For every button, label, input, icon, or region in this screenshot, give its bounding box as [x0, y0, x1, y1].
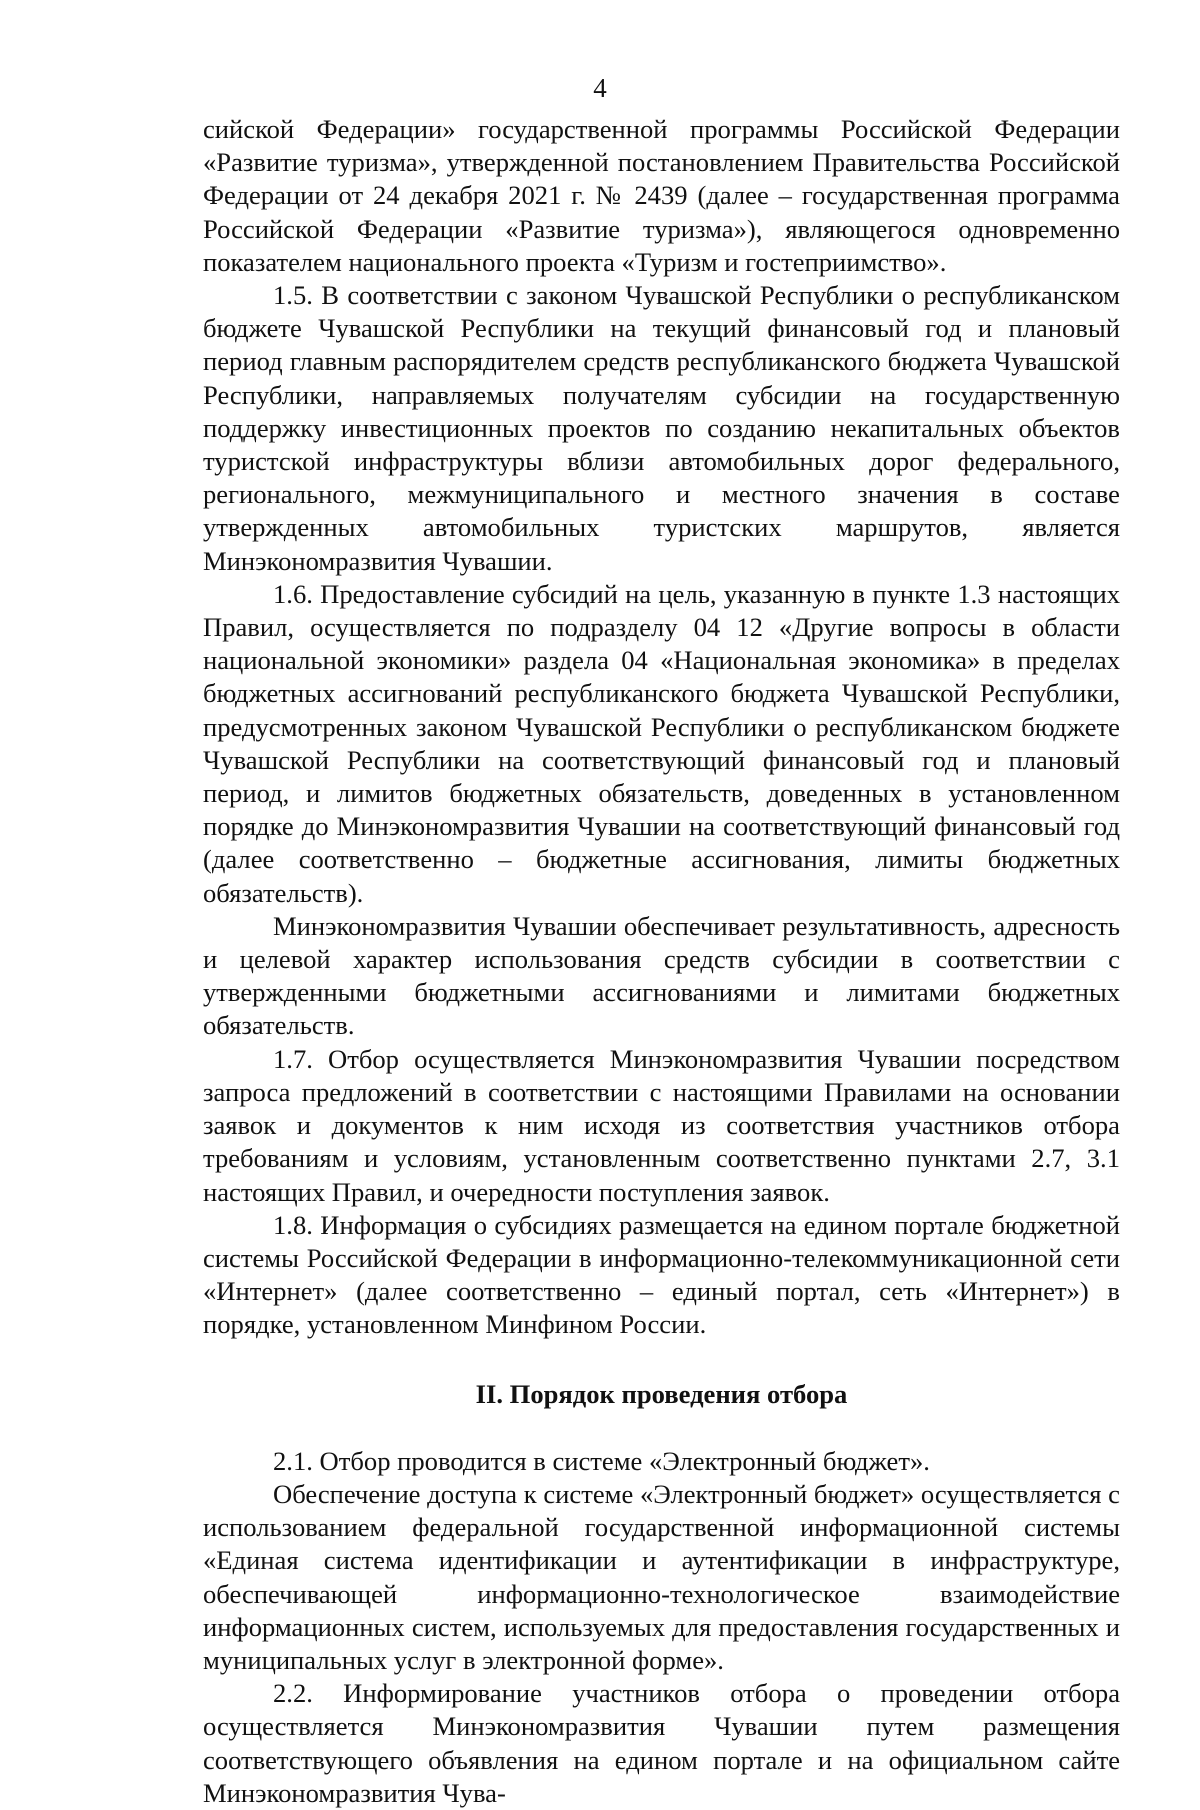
paragraph-2-1-access: Обеспечение доступа к системе «Электронный бюджет» осуществляется с использованием федеральной государственной информационной системы «Единая система идентификации и аутентификации в инфраструктуре, обеспечивающей информационно-технологическое взаимодействие информационных систем, используемых для предоставления государственных и муниципальных услуг в электронной форме».: [203, 1478, 1120, 1675]
paragraph-continuation: сийской Федерации» государственной программы Российской Федерации «Развитие туризма», утвержденной постановлением Правительства Российской Федерации от 24 декабря 2021 г. № 2439 (далее – государственная программа Российской Федерации «Развитие туризма»), являющегося одновременно показателем национального проекта «Туризм и гостеприимство».: [203, 114, 1120, 277]
paragraph-1-6: 1.6. Предоставление субсидий на цель, указанную в пункте 1.3 настоящих Правил, осуществляется по подразделу 04 12 «Другие вопросы в области национальной экономики» раздела 04 «Национальная экономика» в пределах бюджетных ассигнований республиканского бюджета Чувашской Республики, предусмотренных законом Чувашской Республики о республиканском бюджете Чувашской Республики на соответствующий финансовый год и плановый период, и лимитов бюджетных обязательств, доведенных в установленном порядке до Минэкономразвития Чувашии на соответствующий финансовый год (далее соответственно – бюджетные ассигнования, лимиты бюджетных обязательств).: [203, 578, 1120, 908]
page-number: 4: [593, 73, 607, 103]
paragraph-1-8: 1.8. Информация о субсидиях размещается на едином портале бюджетной системы Российской Федерации в информационно-телекоммуникационной сети «Интернет» (далее соответственно – единый портал, сеть «Интернет») в порядке, установленном Минфином России.: [203, 1209, 1120, 1340]
document-body: [203, 113, 1120, 1810]
paragraph-1-5: 1.5. В соответствии с законом Чувашской Республики о республиканском бюджете Чувашской Республики на текущий финансовый год и плановый период главным распорядителем средств республиканского бюджета Чувашской Республики, направляемых получателям субсидии на государственную поддержку инвестиционных проектов по созданию некапитальных объектов туристской инфраструктуры вблизи автомобильных дорог федерального, регионального, межмуниципального и местного значения в составе утвержденных автомобильных туристских маршрутов, является Минэкономразвития Чувашии.: [203, 280, 1120, 576]
paragraph-1-7: 1.7. Отбор осуществляется Минэкономразвития Чувашии посредством запроса предложений в соответствии с настоящими Правилами на основании заявок и документов к ним исходя из соответствия участников отбора требованиям и условиям, установленным соответственно пунктами 2.7, 3.1 настоящих Правил, и очередности поступления заявок.: [203, 1043, 1120, 1207]
paragraph-1-6-effectiveness: Минэкономразвития Чувашии обеспечивает результативность, адресность и целевой характер использования средств субсидии в соответствии с утвержденными бюджетными ассигнованиями и лимитами бюджетных обязательств.: [203, 910, 1120, 1041]
paragraph-2-1: 2.1. Отбор проводится в системе «Электронный бюджет».: [273, 1445, 930, 1476]
paragraph-2-2: 2.2. Информирование участников отбора о проведении отбора осуществляется Минэкономразвития Чувашии путем размещения соответствующего объявления на едином портале и на официальном сайте Минэкономразвития Чува-: [203, 1678, 1120, 1808]
section-heading: II. Порядок проведения отбора: [475, 1378, 848, 1409]
